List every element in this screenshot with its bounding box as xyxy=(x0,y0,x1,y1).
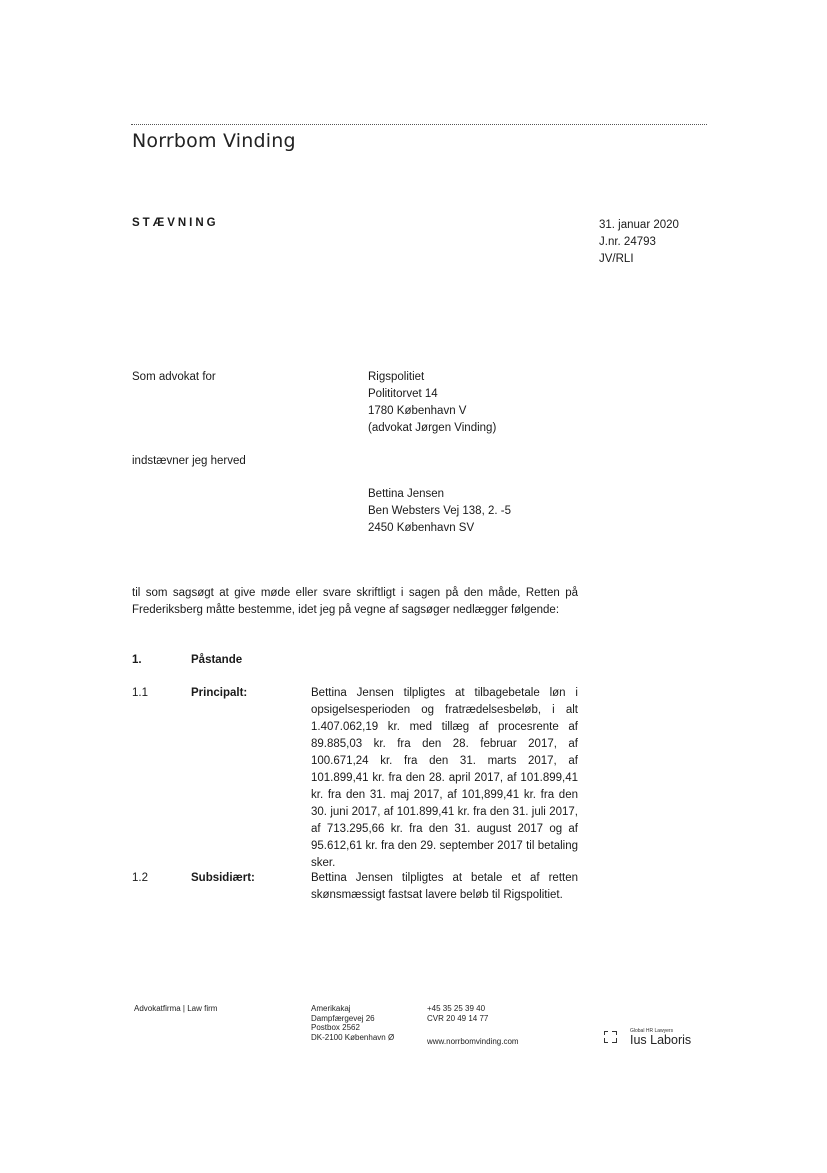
claim-label: Subsidiært: xyxy=(191,872,255,884)
ius-laboris-mark-icon xyxy=(603,1030,619,1044)
document-meta xyxy=(599,217,679,268)
defendant-line: Bettina Jensen xyxy=(368,488,445,500)
claim-text: Bettina Jensen tilpligtes at tilbagebetale løn i opsigelsesperioden og fratrædelsesbeløb, i alt 1.407.062,19 kr. med tillæg af procesrente af 89.885,03 kr. fra den 28. februar 2017, af 100.671,24 kr. fra den 31. marts 2017, af 101.899,41 kr. fra den 28. april 2017, af 101.899,41 kr. fra den 31. maj 2017, af 101,899,41 kr. fra den 30. juni 2017, af 101.899,41 kr. fra den 31. juli 2017, af 713.295,66 kr. fra den 31. august 2017 og af 95.612,61 kr. fra den 29. september 2017 til betaling sker. xyxy=(311,687,578,869)
footer-phone: +45 35 25 39 40 xyxy=(427,1004,486,1013)
firm-logo: Norrbom Vinding xyxy=(132,130,296,152)
footer-website: www.norrbomvinding.com xyxy=(427,1037,519,1046)
claim-label: Principalt: xyxy=(191,687,248,699)
footer-network-tagline: Global HR Lawyers xyxy=(630,1028,674,1034)
claim-number: 1.1 xyxy=(132,687,148,699)
client-line: Rigspolitiet xyxy=(368,371,425,383)
client-line: Polititorvet 14 xyxy=(368,388,438,400)
reference-initials: JV/RLI xyxy=(599,253,634,265)
client-line: 1780 København V xyxy=(368,405,467,417)
footer-address-line: DK-2100 København Ø xyxy=(311,1032,395,1042)
header-rule xyxy=(131,124,707,125)
footer-network-name: Ius Laboris xyxy=(630,1033,692,1047)
journal-number: J.nr. 24793 xyxy=(599,236,656,248)
claim-number: 1.2 xyxy=(132,872,148,884)
document-title: STÆVNING xyxy=(132,217,219,229)
defendant-line: 2450 København SV xyxy=(368,522,475,534)
footer-contact xyxy=(427,1004,488,1023)
footer-firm-type: Advokatfirma | Law firm xyxy=(134,1004,218,1013)
defendant-address xyxy=(368,486,511,537)
client-line: (advokat Jørgen Vinding) xyxy=(368,422,497,434)
footer-address xyxy=(311,1004,394,1042)
section-heading: Påstande xyxy=(191,654,243,666)
footer-address-line: Amerikakaj xyxy=(311,1004,351,1013)
defendant-intro: indstævner jeg herved xyxy=(132,455,246,467)
client-intro: Som advokat for xyxy=(132,371,216,383)
defendant-line: Ben Websters Vej 138, 2. -5 xyxy=(368,505,511,517)
claim-text: Bettina Jensen tilpligtes at betale et af retten skønsmæssigt fastsat lavere beløb til Rigspolitiet. xyxy=(311,872,578,901)
footer-address-line: Dampfærgevej 26 xyxy=(311,1013,375,1023)
section-number: 1. xyxy=(132,654,142,666)
document-date: 31. januar 2020 xyxy=(599,219,679,231)
body-paragraph: til som sagsøgt at give møde eller svare skriftligt i sagen på den måde, Retten på Frederiksberg måtte bestemme, idet jeg på vegne af sagsøger nedlægger følgende: xyxy=(132,587,578,616)
footer-address-line: Postbox 2562 xyxy=(311,1023,360,1032)
footer-cvr: CVR 20 49 14 77 xyxy=(427,1013,489,1023)
client-address xyxy=(368,369,496,437)
